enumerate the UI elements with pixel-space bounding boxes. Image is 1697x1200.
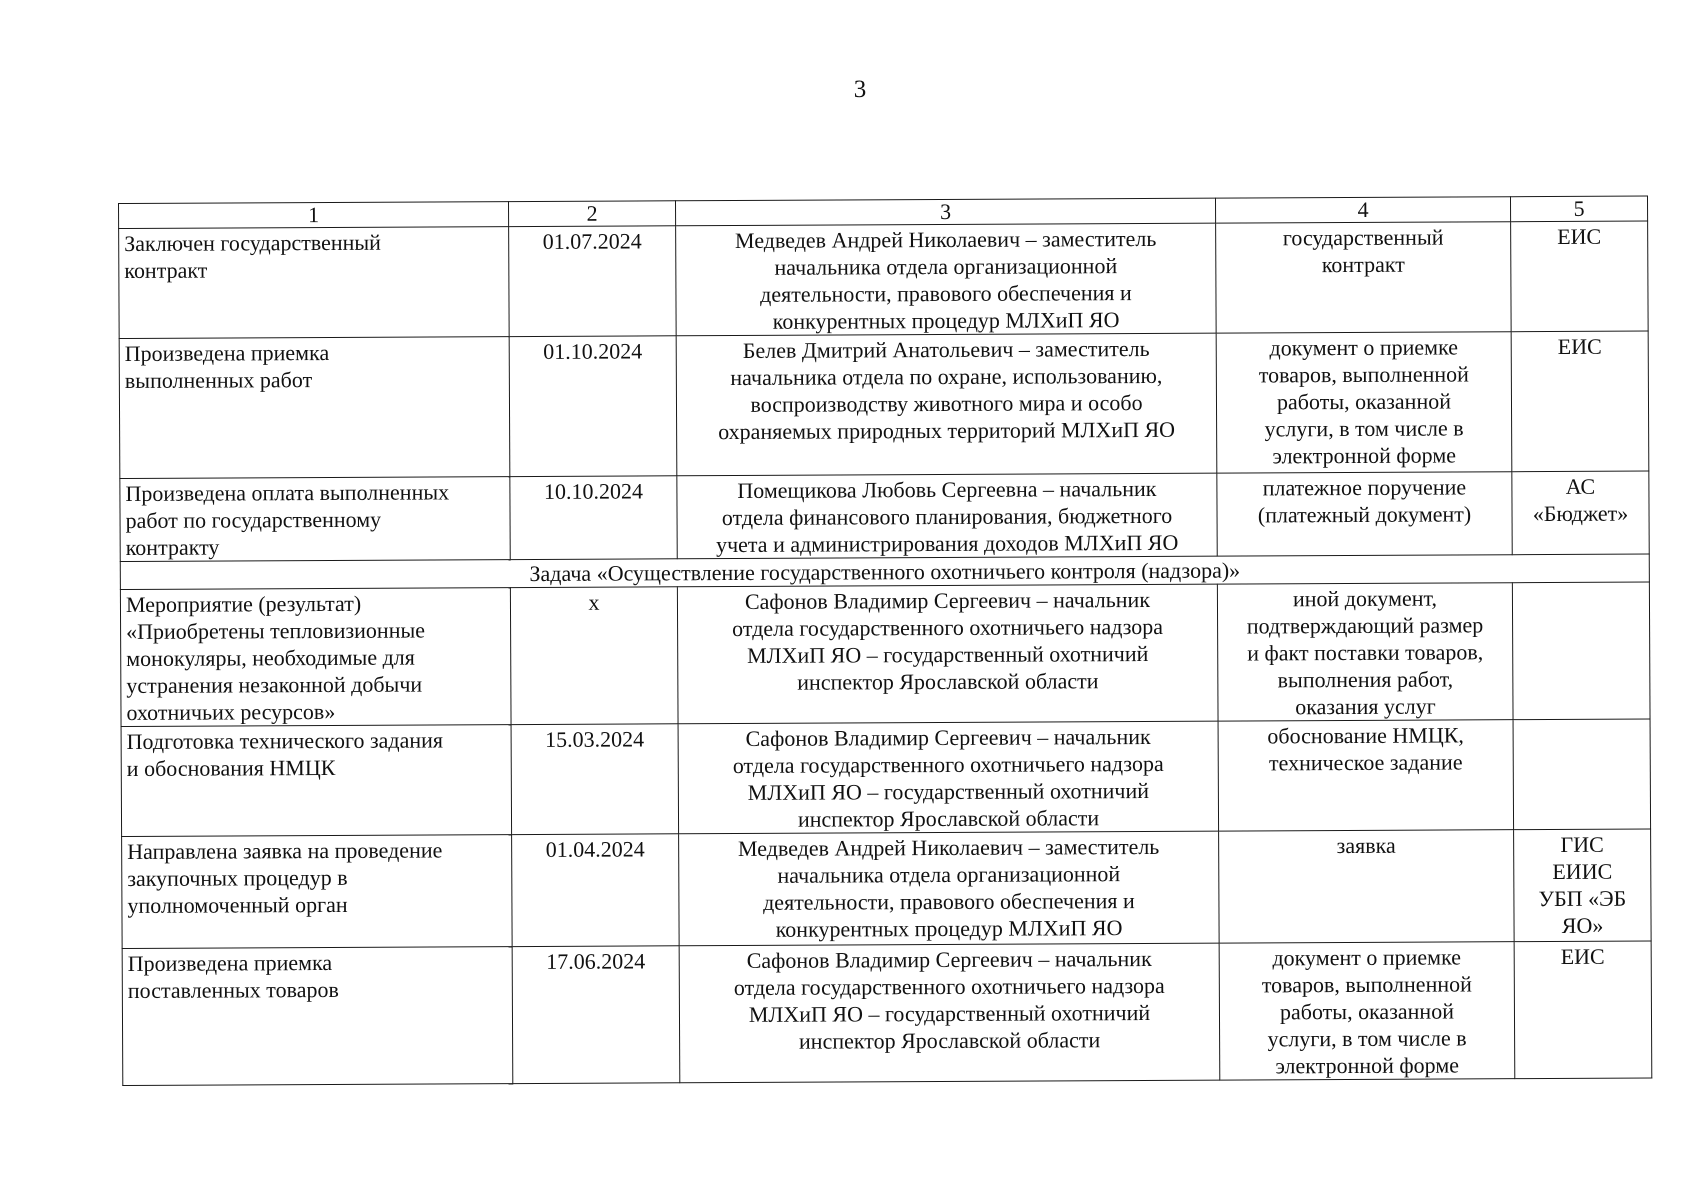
system-cell (1513, 719, 1651, 830)
date-cell: 10.10.2024 (510, 476, 677, 560)
system-cell: ЕИС (1514, 941, 1652, 1079)
document-cell: обоснование НМЦК, техническое задание (1218, 720, 1514, 831)
page-number: 3 (853, 76, 867, 103)
date-cell: 01.07.2024 (509, 226, 677, 337)
system-cell: ЕИС (1511, 221, 1649, 332)
system-cell: ГИС ЕИИС УБП «ЭБ ЯО» (1514, 829, 1652, 942)
document-cell: государственный контракт (1216, 222, 1512, 333)
column-header-3: 3 (675, 198, 1215, 226)
document-cell: платежное поручение (платежный документ) (1217, 472, 1512, 556)
responsible-cell: Сафонов Владимир Сергеевич – начальник отдела государственного охотничьего надзора МЛХиП ЯО – государственный охотничий инспектор Ярославской области (679, 943, 1220, 1083)
table-row (122, 829, 1652, 948)
table-row (119, 331, 1649, 478)
date-cell: 17.06.2024 (512, 946, 680, 1084)
event-cell: Произведена приемка выполненных работ (119, 337, 510, 479)
document-cell: иной документ, подтверждающий размер и факт поставки товаров, выполнения работ, оказания услуг (1217, 583, 1513, 721)
date-cell: x (510, 587, 678, 725)
table-row (120, 471, 1649, 561)
system-cell: АС «Бюджет» (1512, 471, 1649, 555)
table-row (120, 582, 1650, 726)
event-cell: Подготовка технического задания и обоснования НМЦК (121, 725, 512, 837)
event-cell: Мероприятие (результат) «Приобретены тепловизионные монокуляры, необходимые для устранения незаконной добычи охотничьих ресурсов» (120, 588, 511, 727)
responsible-cell: Медведев Андрей Николаевич – заместитель начальника отдела организационной деятельности, правового обеспечения и конкурентных процедур МЛХиП ЯО (676, 223, 1217, 336)
column-header-2: 2 (508, 201, 675, 227)
system-cell: ЕИС (1511, 331, 1649, 472)
responsible-cell: Сафонов Владимир Сергеевич – начальник отдела государственного охотничьего надзора МЛХиП ЯО – государственный охотничий инспектор Ярославской области (678, 721, 1219, 834)
event-cell: Произведена оплата выполненных работ по государственному контракту (120, 477, 510, 562)
responsible-cell: Помещикова Любовь Сергеевна – начальник отдела финансового планирования, бюджетного учета и администрирования доходов МЛХиП ЯО (677, 473, 1217, 559)
responsible-cell: Белев Дмитрий Анатольевич – заместитель начальника отдела по охране, использованию, воспроизводству животного мира и особо охраняемых природных территорий МЛХиП ЯО (676, 333, 1217, 476)
responsible-cell: Сафонов Владимир Сергеевич – начальник отдела государственного охотничьего надзора МЛХиП ЯО – государственный охотничий инспектор Ярославской области (677, 584, 1218, 724)
table-row (122, 941, 1652, 1085)
system-cell (1512, 582, 1650, 720)
responsible-cell: Медведев Андрей Николаевич – заместитель начальника отдела организационной деятельности, правового обеспечения и конкурентных процедур МЛХиП ЯО (679, 831, 1220, 946)
document-cell: документ о приемке товаров, выполненной работы, оказанной услуги, в том числе в электронной форме (1216, 332, 1512, 473)
date-cell: 01.04.2024 (512, 834, 680, 947)
column-header-1: 1 (119, 202, 509, 229)
event-cell: Заключен государственный контракт (119, 227, 510, 339)
table-row (121, 719, 1651, 836)
table-row (119, 221, 1649, 338)
column-header-5: 5 (1510, 196, 1647, 222)
event-cell: Направлена заявка на проведение закупочных процедур в уполномоченный орган (122, 835, 513, 949)
document-cell: документ о приемке товаров, выполненной работы, оказанной услуги, в том числе в электронной форме (1219, 942, 1515, 1080)
date-cell: 15.03.2024 (511, 724, 679, 835)
column-header-4: 4 (1215, 197, 1510, 223)
event-cell: Произведена приемка поставленных товаров (122, 947, 513, 1086)
schedule-table (118, 196, 1652, 1086)
document-cell: заявка (1219, 830, 1515, 943)
date-cell: 01.10.2024 (509, 336, 677, 477)
task-heading: Задача «Осуществление государственного охотничьего контроля (надзора)» (120, 554, 1649, 589)
